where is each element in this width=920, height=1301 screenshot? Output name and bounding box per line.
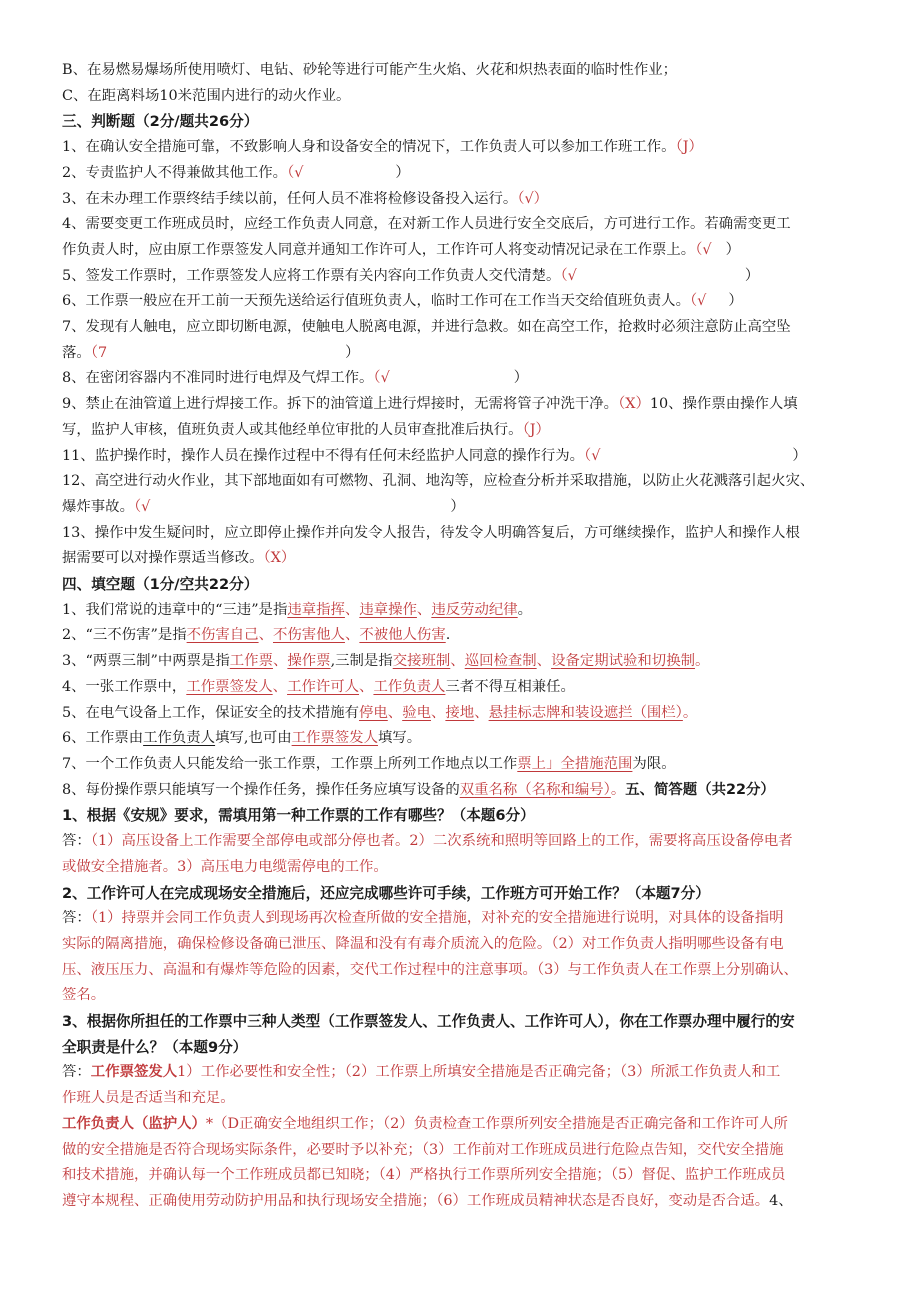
fill-q1-answer-2: 违章操作 <box>359 601 417 618</box>
document-page <box>62 58 852 1215</box>
fill-section-heading: 四、填空题（1分/空共22分） <box>62 576 259 594</box>
judge-q3: 3、在未办理工作票终结手续以前，任何人员不准将检修设备投入运行。（√） <box>62 190 549 207</box>
fill-q2: 2、“三不伤害”是指不伤害自己、不伤害他人、不被他人伤害. <box>62 627 451 644</box>
judge-q11: 11、监护操作时，操作人员在操作过程中不得有任何未经监护人同意的操作行为。（√ ） <box>62 447 807 464</box>
fill-q3-answer-2: 操作票 <box>287 653 331 670</box>
fill-q8: 8、每份操作票只能填写一个操作任务，操作任务应填写设备的双重名称（名称和编号）。五、简答题（共22分） <box>62 781 775 798</box>
short-q3-title-line2: 全职责是什么？（本题9分） <box>62 1038 248 1056</box>
judge-q2: 2、专责监护人不得兼做其他工作。（√ ） <box>62 164 410 181</box>
judge-q7-mark: （7 <box>90 344 108 361</box>
short-q2-answer-line3: 压、液压压力、高温和有爆炸等危险的因素，交代工作过程中的注意事项。（3）与工作负责人在工作票上分别确认、 <box>62 961 798 978</box>
fill-q6-answer-1: 工作负责人 <box>143 730 216 747</box>
short-q3-answer-line1: 答：工作票签发人1）工作必要性和安全性；（2）工作票上所填安全措施是否正确完备；（3）所派工作负责人和工 <box>62 1064 781 1081</box>
fill-q5-answer-2: 验电 <box>402 704 431 721</box>
role-leader-label: 工作负责人（监护人） <box>62 1115 206 1132</box>
short-q3-answer-line5: 和技术措施，并确认每一个工作班成员都已知晓；（4）严格执行工作票所列安全措施；（5）督促、监护工作班成员 <box>62 1167 786 1184</box>
judge-q4-line1: 4、需要变更工作班成员时，应经工作负责人同意，在对新工作人员进行安全交底后，方可进行工作。若确需变更工 <box>62 216 791 233</box>
short-q1-title: 1、根据《安规》要求，需填用第一种工作票的工作有哪些？（本题6分） <box>62 807 535 825</box>
judge-q12-mark: （√ <box>133 498 151 515</box>
fill-q4-answer-2: 工作许可人 <box>287 678 360 695</box>
judge-q3-mark: （√） <box>517 190 549 207</box>
fill-q3: 3、“两票三制”中两票是指工作票、操作票,三制是指交接班制、巡回检查制、设备定期试验和切换制。 <box>62 653 710 670</box>
fill-q2-answer-3: 不被他人伤害 <box>359 627 446 644</box>
judge-q5: 5、签发工作票时，工作票签发人应将工作票有关内容向工作负责人交代清楚。（√ ） <box>62 267 760 284</box>
judge-q12-line2: 爆炸事故。（√ ） <box>62 498 465 515</box>
fill-q5-answer-4: 悬挂标志牌和装设遮拦（围栏） <box>488 704 683 721</box>
short-q2-answer-line1: 答：（1）持票并会同工作负责人到现场再次检查所做的安全措施，对补充的安全措施进行说明，对具体的设备指明 <box>62 910 784 927</box>
short-q3-title-line1: 3、根据你所担任的工作票中三种人类型（工作票签发人、工作负责人、工作许可人），你在工作票办理中履行的安 <box>62 1013 795 1031</box>
judge-q10-mark: （J） <box>522 421 550 438</box>
fill-q2-answer-1: 不伤害自己 <box>186 627 259 644</box>
judge-q9-mark: （X） <box>618 396 650 413</box>
judge-q9: 9、禁止在油管道上进行焊接工作。拆下的油管道上进行焊接时，无需将管子冲洗干净。（X）10、操作票由操作人填 <box>62 396 798 413</box>
judge-q13-line2: 据需要可以对操作票适当修改。（X） <box>62 550 296 567</box>
judge-q2-mark: （√ <box>287 164 304 181</box>
judge-q8: 8、在密闭容器内不准同时进行电焊及气焊工作。（√ ） <box>62 370 529 387</box>
judge-q13-mark: （X） <box>263 550 296 567</box>
short-q1-answer-line1: 答：（1）高压设备上工作需要全部停电或部分停也者。2）二次系统和照明等回路上的工作，需要将高压设备停电者 <box>62 833 793 850</box>
fill-q6: 6、工作票由工作负责人填写,也可由工作票签发人填写。 <box>62 730 422 747</box>
short-q3-answer-line3: 工作负责人（监护人）*（D正确安全地组织工作；（2）负责检查工作票所列安全措施是否正确完备和工作许可人所 <box>62 1115 788 1132</box>
short-q2-answer-line4: 签名。 <box>62 987 106 1004</box>
judge-q4-line2: 作负责人时，应由原工作票签发人同意并通知工作许可人，工作许可人将变动情况记录在工作票上。（√ ） <box>62 241 740 258</box>
judge-q13-line1: 13、操作中发生疑问时，应立即停止操作并向发令人报告，待发令人明确答复后，方可继续操作，监护人和操作人根 <box>62 524 800 541</box>
judge-q4-mark: （√ <box>695 241 712 258</box>
judge-q12-line1: 12、高空进行动火作业，其下部地面如有可燃物、孔洞、地沟等，应检查分析并采取措施，以防止火花溅落引起火灾、 <box>62 473 815 490</box>
short-q1-answer-line2: 或做安全措施者。3）高压电力电缆需停电的工作。 <box>62 858 388 875</box>
judge-q5-mark: （√ <box>560 267 577 284</box>
judge-q10: 写，监护人审核，值班负责人或其他经单位审批的人员审查批准后执行。（J） <box>62 421 550 438</box>
judge-q7-line1: 7、发现有人触电，应立即切断电源，使触电人脱离电源，并进行急救。如在高空工作，抢救时必须注意防止高空坠 <box>62 319 791 336</box>
short-q3-answer-line6: 遵守本规程、正确使用劳动防护用品和执行现场安全措施；（6）工作班成员精神状态是否良好，变动是否合适。4、 <box>62 1192 793 1209</box>
judge-q7-line2: 落。（7 ） <box>62 344 360 361</box>
judge-q8-mark: （√ <box>373 370 390 387</box>
option-c-line: C、在距离料场10米范围内进行的动火作业。 <box>62 87 351 104</box>
role-signer-label: 工作票签发人 <box>90 1064 178 1081</box>
fill-q4: 4、一张工作票中，工作票签发人、工作许可人、工作负责人三者不得互相兼任。 <box>62 678 575 695</box>
fill-q2-answer-2: 不伤害他人 <box>272 627 345 644</box>
judge-q6: 6、工作票一般应在开工前一天预先送给运行值班负责人，临时工作可在工作当天交给值班负责人。（√ ） <box>62 293 743 310</box>
fill-q7-answer-1: 票上」全措施范围 <box>517 755 633 772</box>
fill-q5-answer-3: 接地 <box>445 704 475 721</box>
fill-q7: 7、一个工作负责人只能发给一张工作票，工作票上所列工作地点以工作票上」全措施范围为限。 <box>62 755 676 772</box>
judge-q1-mark: （J） <box>675 139 703 156</box>
fill-q3-answer-1: 工作票 <box>229 653 273 670</box>
fill-q5-answer-1: 停电 <box>358 704 388 721</box>
fill-q3-answer-5: 设备定期试验和切换制 <box>551 653 695 670</box>
short-q2-title: 2、工作许可人在完成现场安全措施后，还应完成哪些许可手续，工作班方可开始工作？（本题7分） <box>62 884 710 902</box>
short-section-heading: 五、简答题（共22分） <box>625 781 775 798</box>
fill-q4-answer-1: 工作票签发人 <box>186 678 273 695</box>
short-q3-answer-line4: 做的安全措施是否符合现场实际条件，必要时予以补充；（3）工作前对工作班成员进行危险点告知，交代安全措施 <box>62 1141 784 1158</box>
option-b-line: B、在易燃易爆场所使用喷灯、电钻、砂轮等进行可能产生火焰、火花和炽热表面的临时性作业； <box>62 62 677 78</box>
fill-q6-answer-2: 工作票签发人 <box>291 730 378 747</box>
judge-q1: 1、在确认安全措施可靠，不致影响人身和设备安全的情况下，工作负责人可以参加工作班工作。（J） <box>62 139 703 156</box>
fill-q1-answer-3: 违反劳动纪律 <box>431 601 518 618</box>
fill-q3-answer-4: 巡回检查制 <box>464 653 537 670</box>
judge-q6-mark: （√ <box>689 293 707 310</box>
fill-q8-answer-1: 双重名称（名称和编号） <box>459 781 611 798</box>
fill-q5: 5、在电气设备上工作，保证安全的技术措施有停电、验电、接地、悬挂标志牌和装设遮拦（围栏）。 <box>62 704 698 721</box>
fill-q1: 1、我们常说的违章中的“三违”是指违章指挥、违章操作、违反劳动纪律。 <box>62 601 533 618</box>
short-q2-answer-line2: 实际的隔离措施，确保检修设备确已泄压、降温和没有有毒介质流入的危险。（2）对工作负责人指明哪些设备有电 <box>62 935 784 952</box>
fill-q3-answer-3: 交接班制 <box>392 653 451 670</box>
short-q3-answer-line2: 作班人员是否适当和充足。 <box>62 1090 235 1107</box>
judge-section-heading: 三、判断题（2分/题共26分） <box>62 113 259 131</box>
fill-q4-answer-3: 工作负责人 <box>373 678 446 695</box>
fill-q1-answer-1: 违章指挥 <box>287 601 345 618</box>
judge-q11-mark: （√ <box>584 447 601 464</box>
